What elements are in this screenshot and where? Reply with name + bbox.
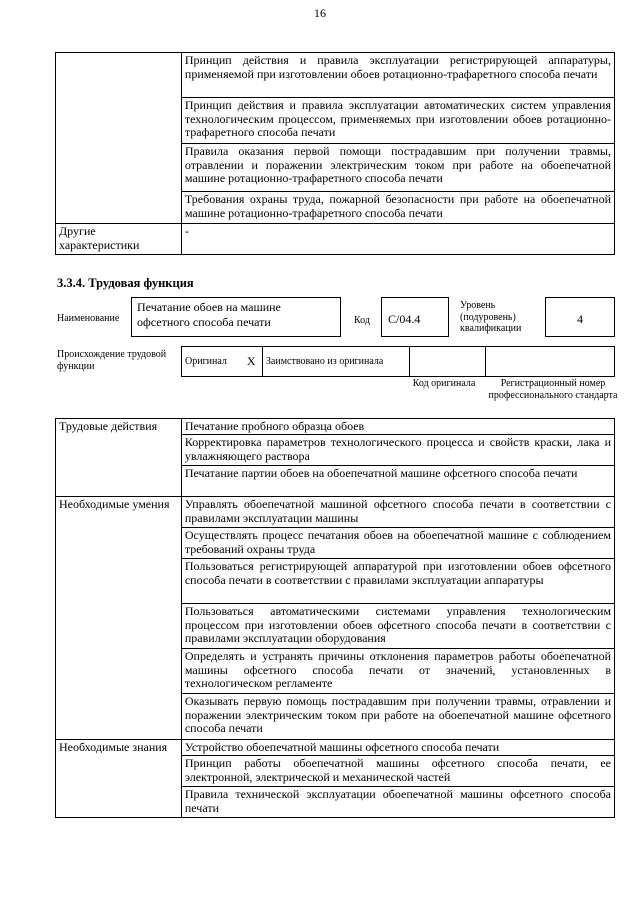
code-value: С/04.4 [388, 312, 421, 326]
origin-label: Происхождение трудовой функции [57, 349, 167, 372]
registration-number-cell [486, 347, 615, 377]
page-number: 16 [314, 6, 326, 20]
group-label: Необходимые умения [56, 497, 182, 740]
list-item: Печатание партии обоев на обоепечатной машине офсетного способа печати [181, 466, 614, 497]
group-label: Необходимые знания [56, 740, 182, 818]
table-row: Принцип действия и правила эксплуатации автоматических систем управления технологическим процессом, применяемых при изготовлении обоев ротационно-трафаретного способа печати [181, 98, 614, 144]
list-item: Правила технической эксплуатации обоепечатной машины офсетного способа печати [181, 787, 614, 818]
name-label: Наименование [57, 313, 120, 324]
origin-table [181, 346, 615, 377]
original-code-cell [409, 347, 486, 377]
list-item: Принцип работы обоепечатной машины офсетного способа печати, ее электронной, электрической и механической частей [181, 756, 614, 787]
other-characteristics-label: Другие характеристики [56, 224, 182, 255]
list-item: Печатание пробного образца обоев [181, 419, 614, 435]
original-label: Оригинал [182, 347, 241, 377]
table-row: Принцип действия и правила эксплуатации регистрирующей аппаратуры, применяемой при изготовлении обоев ротационно-трафаретного способа печати [181, 53, 614, 98]
registration-number-caption: Регистрационный номер профессионального стандарта [488, 378, 618, 401]
function-name-value: Печатание обоев на машине офсетного способа печати [137, 300, 281, 329]
empty-label-cell [56, 53, 182, 224]
list-item: Оказывать первую помощь пострадавшим при получении травмы, отравлении и поражении электрическим током при работе на обоепечатной машине офсетного способа печати [181, 694, 614, 740]
original-mark: X [240, 347, 262, 377]
other-characteristics-value: - [181, 224, 614, 255]
list-item: Устройство обоепечатной машины офсетного способа печати [181, 740, 614, 756]
level-box [545, 297, 615, 337]
list-item: Управлять обоепечатной машиной офсетного способа печати в соответствии с правилами эксплуатации машины [181, 497, 614, 528]
table-row: Требования охраны труда, пожарной безопасности при работе на обоепечатной машине ротационно-трафаретного способа печати [181, 192, 614, 224]
table-row: Правила оказания первой помощи пострадавшим при получении травмы, отравлении и поражении электрическим током при работе на обоепечатной машине ротационно-трафаретного способа печати [181, 144, 614, 192]
main-table [55, 418, 615, 818]
code-label: Код [354, 315, 370, 326]
borrowed-label: Заимствовано из оригинала [262, 347, 409, 377]
level-label: Уровень (подуровень) квалификации [460, 300, 522, 334]
function-name-box [131, 297, 341, 337]
list-item: Корректировка параметров технологического процесса и свойств краски, лака и увлажняющего раствора [181, 435, 614, 466]
top-continuation-table [55, 52, 615, 255]
code-box [381, 297, 449, 337]
list-item: Определять и устранять причины отклонения параметров работы обоепечатной машины офсетного способа печати от значений, установленных в технологическом регламенте [181, 649, 614, 694]
list-item: Пользоваться регистрирующей аппаратурой при изготовлении обоев офсетного способа печати в соответствии с правилами эксплуатации аппаратуры [181, 559, 614, 604]
group-label: Трудовые действия [56, 419, 182, 497]
list-item: Осуществлять процесс печатания обоев на обоепечатной машине с соблюдением требований охраны труда [181, 528, 614, 559]
section-heading: 3.3.4. Трудовая функция [57, 276, 194, 290]
level-value: 4 [577, 312, 583, 326]
code-original-caption: Код оригинала [412, 378, 476, 389]
list-item: Пользоваться автоматическими системами управления технологическим процессом при изготовлении обоев офсетного способа печати в соответствии с правилами эксплуатации оборудования [181, 604, 614, 649]
